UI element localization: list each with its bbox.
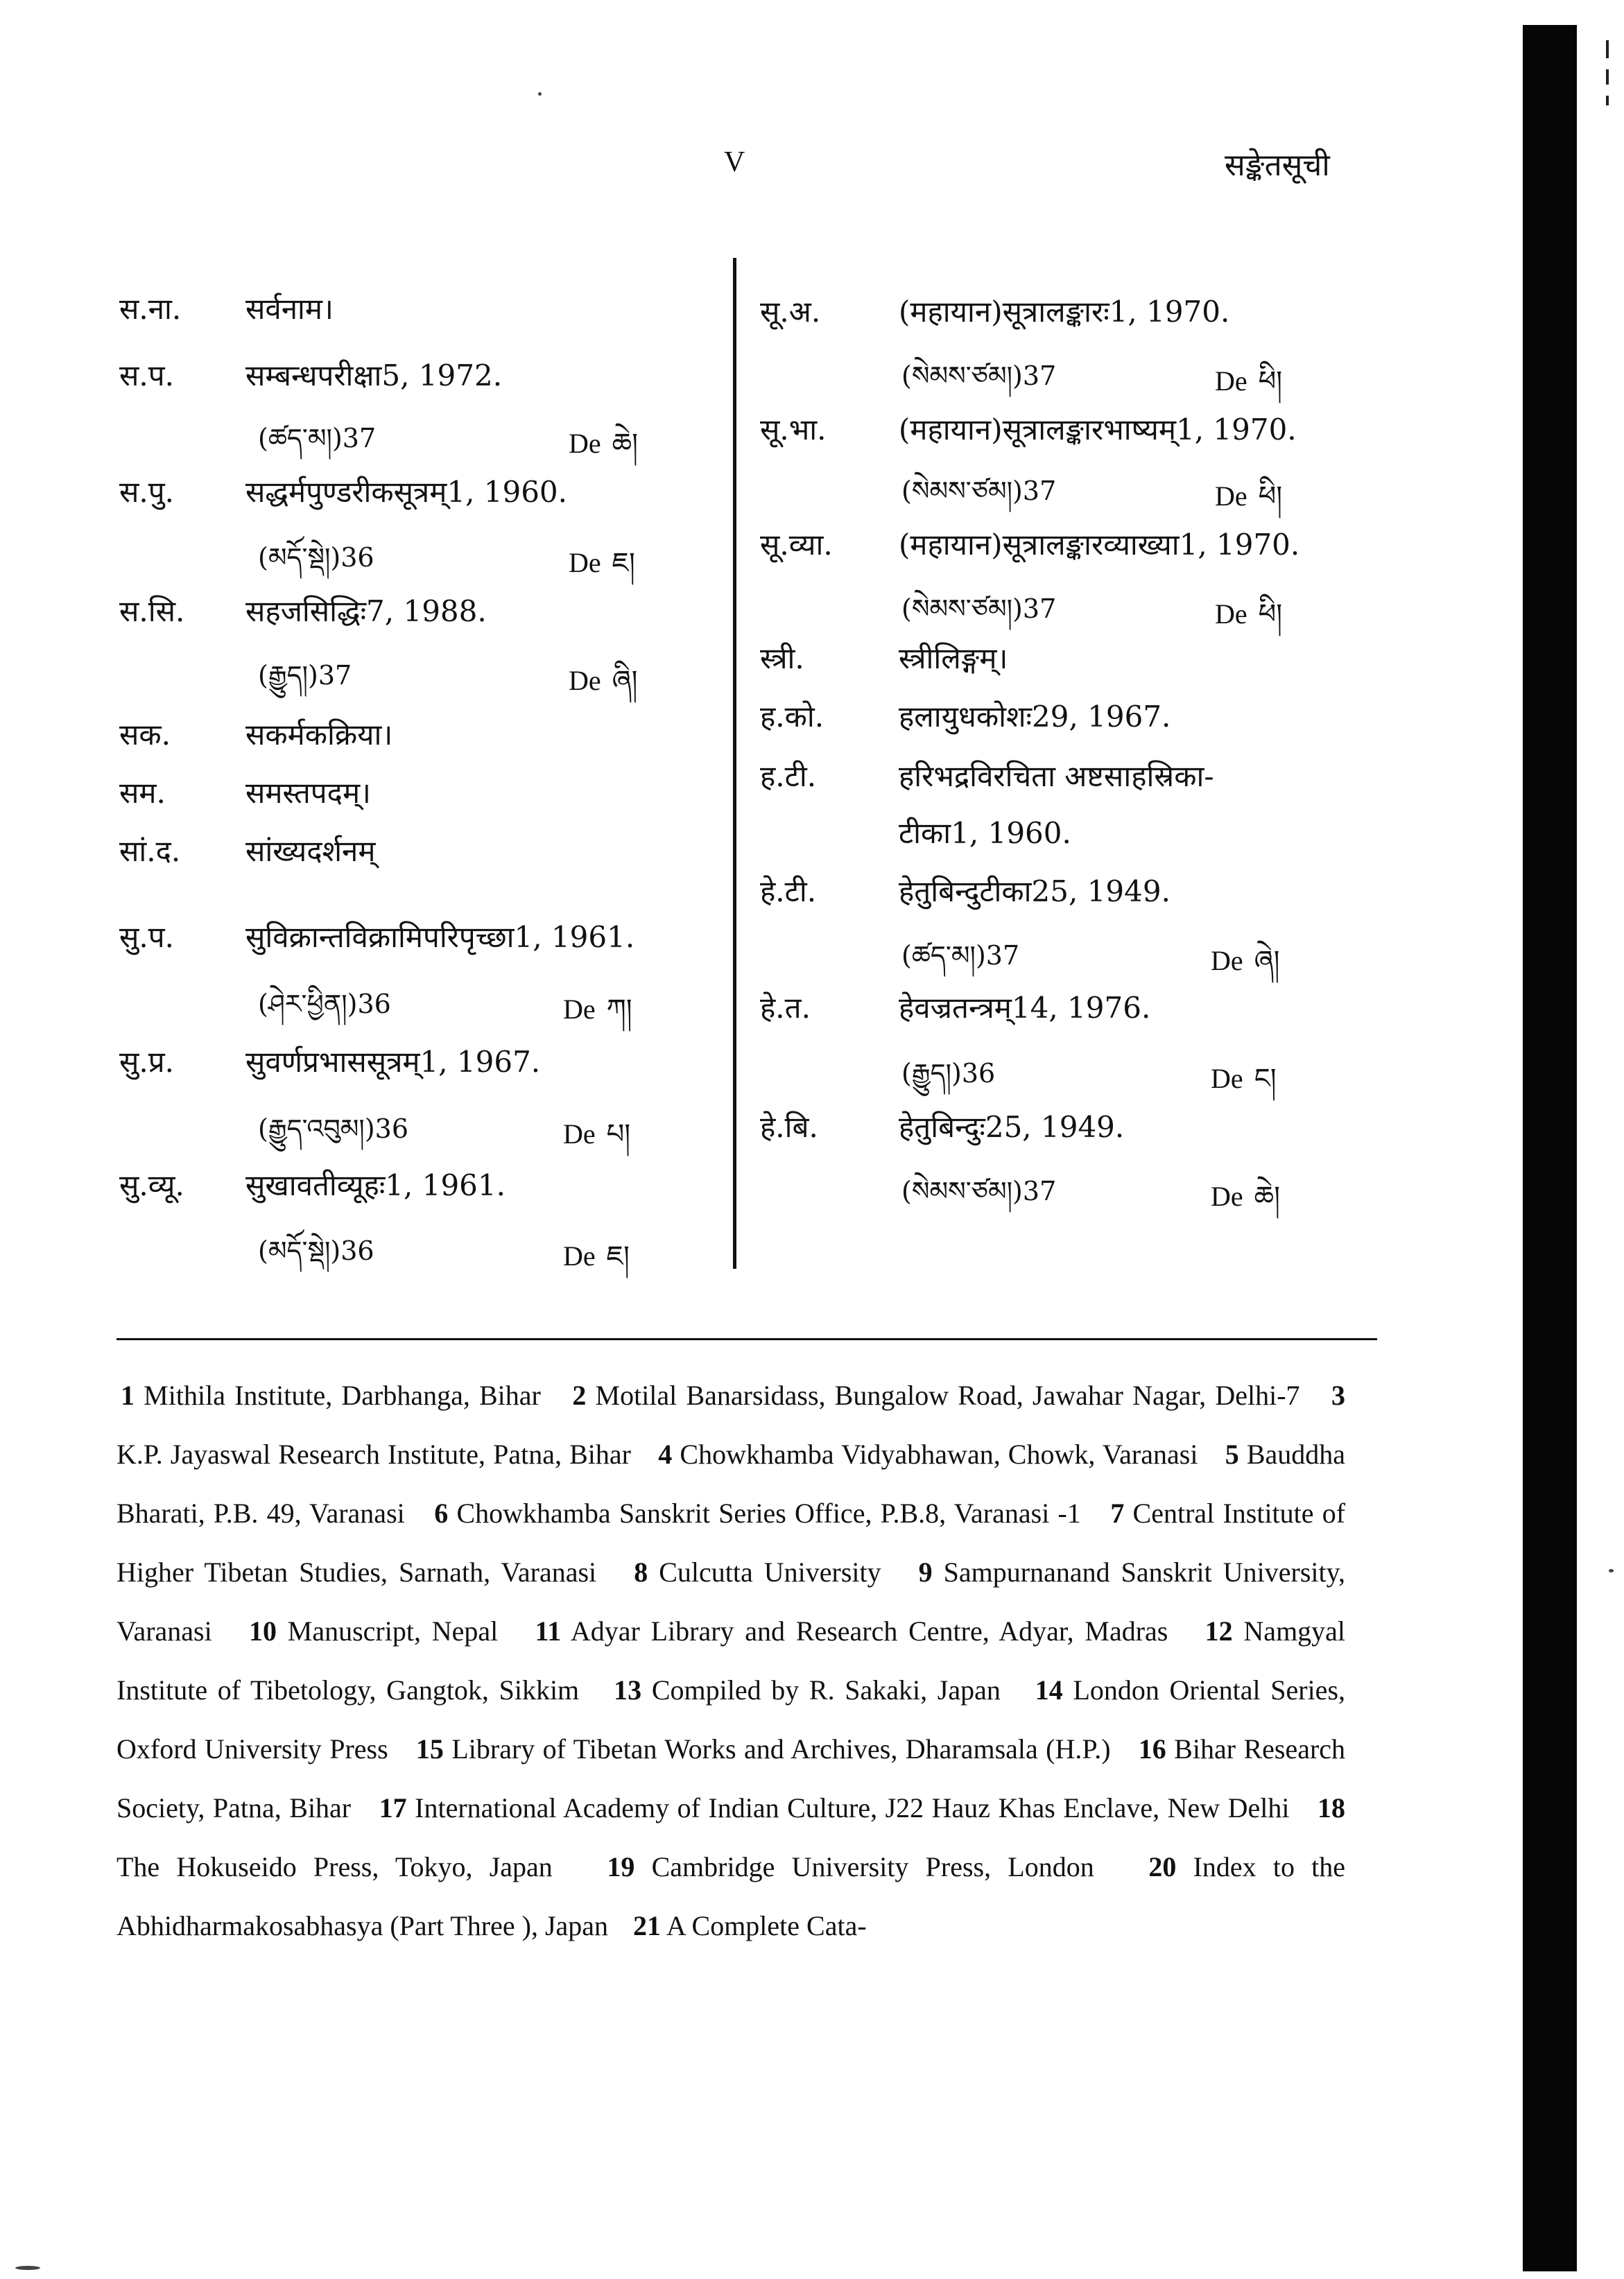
- footnote: [629, 1910, 867, 1941]
- footnote: [245, 1615, 498, 1647]
- entry-abbr: ह.टी.: [760, 759, 817, 793]
- entry-tibetan-section: (སེམས་ཙམ།)37: [901, 593, 1057, 624]
- entry-abbr: सू.अ.: [760, 295, 821, 329]
- entry-abbr: स.सि.: [119, 594, 185, 628]
- entry-abbr: सू.व्या.: [760, 528, 833, 562]
- entry-title: सुखावतीव्यूहः1, 1961.: [245, 1168, 506, 1202]
- scan-edge-mark: [1606, 69, 1609, 85]
- page-number: V: [724, 146, 745, 178]
- footnote-separator: [116, 1338, 1377, 1340]
- derge-label: De: [1215, 598, 1247, 630]
- entry-title: हेवज्रतन्त्रम्14, 1976.: [899, 991, 1151, 1025]
- entry-derge-ref: [569, 531, 635, 609]
- derge-volume: ཕི།: [1258, 480, 1283, 512]
- scan-edge-mark: [1606, 96, 1609, 105]
- entry-abbr: हे.टी.: [760, 874, 817, 908]
- entry-title: स्त्रीलिङ्गम्।: [899, 641, 1008, 675]
- footnote-number: 13: [614, 1674, 642, 1706]
- footnote-number: 3: [1331, 1380, 1346, 1411]
- entry-title: सहजसिद्धिः7, 1988.: [245, 594, 487, 628]
- footnote-number: 16: [1138, 1733, 1166, 1765]
- footnote-number: 18: [1318, 1792, 1346, 1823]
- entry-tibetan-section: (མདོ་སྡེ།)36: [258, 1236, 374, 1266]
- derge-label: De: [563, 1118, 596, 1150]
- footnote-text: K.P. Jayaswal Research Institute, Patna, Bihar: [116, 1439, 631, 1470]
- derge-label: De: [569, 665, 601, 696]
- entry-title: सम्बन्धपरीक्षा5, 1972.: [245, 358, 503, 392]
- entry-abbr: सां.द.: [119, 834, 181, 868]
- entry-derge-ref: [563, 1102, 630, 1181]
- footnote-number: 21: [633, 1910, 662, 1941]
- derge-label: De: [1211, 1181, 1243, 1212]
- footnote-text: Bauddha Bharati, P.B. 49, Varanasi: [116, 1439, 1346, 1529]
- derge-volume: ཀ།: [606, 994, 632, 1025]
- entry-derge-ref: [1215, 582, 1282, 661]
- entry-derge-ref: [569, 649, 638, 727]
- entry-title-continuation: टीका1, 1960.: [899, 816, 1071, 850]
- entry-title: सर्वनाम।: [245, 292, 334, 326]
- derge-volume: ཞེ།: [1254, 945, 1280, 977]
- entry-tibetan-section: (ཚད་མ།)37: [901, 940, 1020, 971]
- entry-derge-ref: [569, 412, 638, 490]
- entry-derge-ref: [1211, 1165, 1280, 1243]
- footnote-number: 2: [572, 1380, 587, 1411]
- footnote-text: A Complete Cata-: [666, 1910, 867, 1941]
- entry-abbr: स.पु.: [119, 475, 174, 509]
- scan-edge-bar: [1523, 25, 1577, 2271]
- entry-title: हलायुधकोशः29, 1967.: [899, 700, 1171, 734]
- footnote-text: The Hokuseido Press, Tokyo, Japan: [116, 1851, 553, 1882]
- entry-derge-ref: [1211, 1047, 1277, 1125]
- derge-volume: ཞི།: [612, 665, 638, 697]
- footnote-text: Manuscript, Nepal: [287, 1615, 499, 1647]
- derge-label: De: [1211, 945, 1243, 976]
- derge-volume: ཇ།: [612, 547, 635, 579]
- entry-tibetan-section: (རྒྱུད།)37: [258, 660, 352, 691]
- derge-label: De: [563, 1240, 596, 1272]
- derge-volume: ང།: [1254, 1063, 1277, 1095]
- footnote-text: Bihar Research Society, Patna, Bihar: [116, 1733, 1346, 1823]
- footnote-text: Namgyal Institute of Tibetology, Gangtok, Sikkim: [116, 1615, 1346, 1706]
- running-title: सङ्केतसूची: [1225, 148, 1330, 183]
- entry-tibetan-section: (སེམས་ཙམ།)37: [901, 476, 1057, 506]
- entry-abbr: स्त्री.: [760, 641, 804, 675]
- entry-abbr: हे.बि.: [760, 1110, 818, 1144]
- footnote-number: 10: [249, 1615, 277, 1647]
- footnotes: [116, 1366, 1345, 1955]
- footnote-text: Chowkhamba Sanskrit Series Office, P.B.8, Varanasi -1: [456, 1498, 1081, 1529]
- scan-speck: [538, 92, 542, 96]
- derge-label: De: [563, 994, 596, 1025]
- entry-abbr: सु.प.: [119, 920, 174, 954]
- entry-tibetan-section: (རྒྱུད་འབུམ།)36: [258, 1113, 409, 1144]
- column-divider: [733, 258, 736, 1269]
- entry-tibetan-section: (སེམས་ཙམ།)37: [901, 361, 1057, 391]
- entry-tibetan-section: (ཚད་མ།)37: [258, 423, 377, 453]
- derge-label: De: [1215, 365, 1247, 397]
- derge-volume: ཆེ།: [612, 428, 639, 460]
- scan-speck: [1609, 1569, 1614, 1572]
- entry-title: हेतुबिन्दुः25, 1949.: [899, 1110, 1125, 1144]
- entry-title: (महायान)सूत्रालङ्कारभाष्यम्1, 1970.: [899, 413, 1297, 447]
- entry-abbr: ह.को.: [760, 700, 824, 734]
- entry-abbr: सु.व्यू.: [119, 1168, 184, 1202]
- footnote-number: 11: [535, 1615, 562, 1647]
- entry-abbr: स.ना.: [119, 292, 182, 326]
- entry-title: हरिभद्रविरचिता अष्टसाहस्रिका-: [899, 759, 1214, 793]
- entry-title: सांख्यदर्शनम्: [245, 834, 376, 868]
- footnote-text: Library of Tibetan Works and Archives, Dharamsala (H.P.): [451, 1733, 1111, 1765]
- entry-title: (महायान)सूत्रालङ्कारः1, 1970.: [899, 295, 1230, 329]
- entry-abbr: स.प.: [119, 358, 174, 392]
- entry-derge-ref: [563, 978, 632, 1056]
- derge-label: De: [569, 428, 601, 459]
- entry-title: सुविक्रान्तविक्रामिपरिपृच्छा1, 1961.: [245, 920, 635, 954]
- derge-volume: པ།: [606, 1118, 631, 1150]
- footnote-text: Chowkhamba Vidyabhawan, Chowk, Varanasi: [680, 1439, 1198, 1470]
- footnote: [630, 1557, 881, 1588]
- footnote-number: 12: [1204, 1615, 1233, 1647]
- footnote-number: 6: [434, 1498, 449, 1529]
- entry-abbr: सम.: [119, 776, 166, 810]
- footnote: [531, 1615, 1168, 1647]
- entry-abbr: सू.भा.: [760, 413, 827, 447]
- footnote: [116, 1380, 541, 1411]
- entry-title: (महायान)सूत्रालङ्कारव्याख्या1, 1970.: [899, 528, 1300, 562]
- entry-derge-ref: [563, 1224, 630, 1303]
- entry-title: सद्धर्मपुण्डरीकसूत्रम्1, 1960.: [245, 475, 568, 509]
- footnote-text: Cambridge University Press, London: [651, 1851, 1094, 1882]
- derge-volume: ཆེ།: [1254, 1181, 1281, 1213]
- footnote-text: Culcutta University: [659, 1557, 881, 1588]
- derge-volume: ཕི།: [1258, 598, 1283, 630]
- entry-tibetan-section: (སེམས་ཙམ།)37: [901, 1176, 1057, 1206]
- derge-label: De: [1215, 480, 1247, 512]
- footnote-text: Central Institute of Higher Tibetan Studies, Sarnath, Varanasi: [116, 1498, 1346, 1588]
- entry-abbr: सु.प्र.: [119, 1045, 174, 1079]
- footnote: [375, 1792, 1290, 1823]
- footnote-text: Sampurnanand Sanskrit University, Varanasi: [116, 1557, 1346, 1647]
- entry-title: सकर्मकक्रिया।: [245, 718, 393, 752]
- entry-abbr: हे.त.: [760, 991, 811, 1025]
- footnote-text: London Oriental Series, Oxford University Press: [116, 1674, 1346, 1765]
- footnote: [610, 1674, 1001, 1706]
- footnote-number: 7: [1110, 1498, 1125, 1529]
- footnote-number: 17: [379, 1792, 407, 1823]
- derge-label: De: [1211, 1063, 1243, 1094]
- derge-label: De: [569, 547, 601, 578]
- footnote-number: 15: [415, 1733, 444, 1765]
- entry-title: हेतुबिन्दुटीका25, 1949.: [899, 874, 1171, 908]
- footnote: [603, 1851, 1094, 1882]
- derge-volume: ཕི།: [1258, 365, 1283, 397]
- footnote-text: Index to the Abhidharmakosabhasya (Part Three ), Japan: [116, 1851, 1346, 1941]
- footnote-text: Compiled by R. Sakaki, Japan: [651, 1674, 1001, 1706]
- footnote-number: 14: [1035, 1674, 1063, 1706]
- footnote-text: Adyar Library and Research Centre, Adyar, Madras: [570, 1615, 1168, 1647]
- entry-title: सुवर्णप्रभाससूत्रम्1, 1967.: [245, 1045, 541, 1079]
- scan-edge-mark: [1606, 40, 1609, 58]
- footnote: [568, 1380, 1299, 1411]
- footnote-text: Motilal Banarsidass, Bungalow Road, Jawahar Nagar, Delhi-7: [595, 1380, 1300, 1411]
- footnote-number: 4: [658, 1439, 673, 1470]
- footnote: [654, 1439, 1198, 1470]
- entry-tibetan-section: (ཤེར་ཕྱིན།)36: [258, 989, 391, 1019]
- footnote-text: International Academy of Indian Culture, J22 Hauz Khas Enclave, New Delhi: [415, 1792, 1290, 1823]
- footnote-number: 9: [918, 1557, 933, 1588]
- footnote: [412, 1733, 1111, 1765]
- footnote-number: 20: [1148, 1851, 1177, 1882]
- footnote-number: 8: [634, 1557, 648, 1588]
- footnote: [430, 1498, 1081, 1529]
- footnote-number: 19: [607, 1851, 635, 1882]
- entry-tibetan-section: (རྒྱུད།)36: [901, 1058, 996, 1089]
- scan-speck: [15, 2266, 40, 2270]
- entry-tibetan-section: (མདོ་སྡེ།)36: [258, 542, 374, 573]
- footnote-text: Mithila Institute, Darbhanga, Bihar: [144, 1380, 541, 1411]
- derge-volume: ཇ།: [606, 1240, 630, 1272]
- footnote-number: 5: [1225, 1439, 1239, 1470]
- entry-title: समस्तपदम्।: [245, 776, 371, 810]
- entry-derge-ref: [1211, 929, 1280, 1007]
- entry-abbr: सक.: [119, 718, 171, 752]
- footnote-number: 1: [121, 1380, 135, 1411]
